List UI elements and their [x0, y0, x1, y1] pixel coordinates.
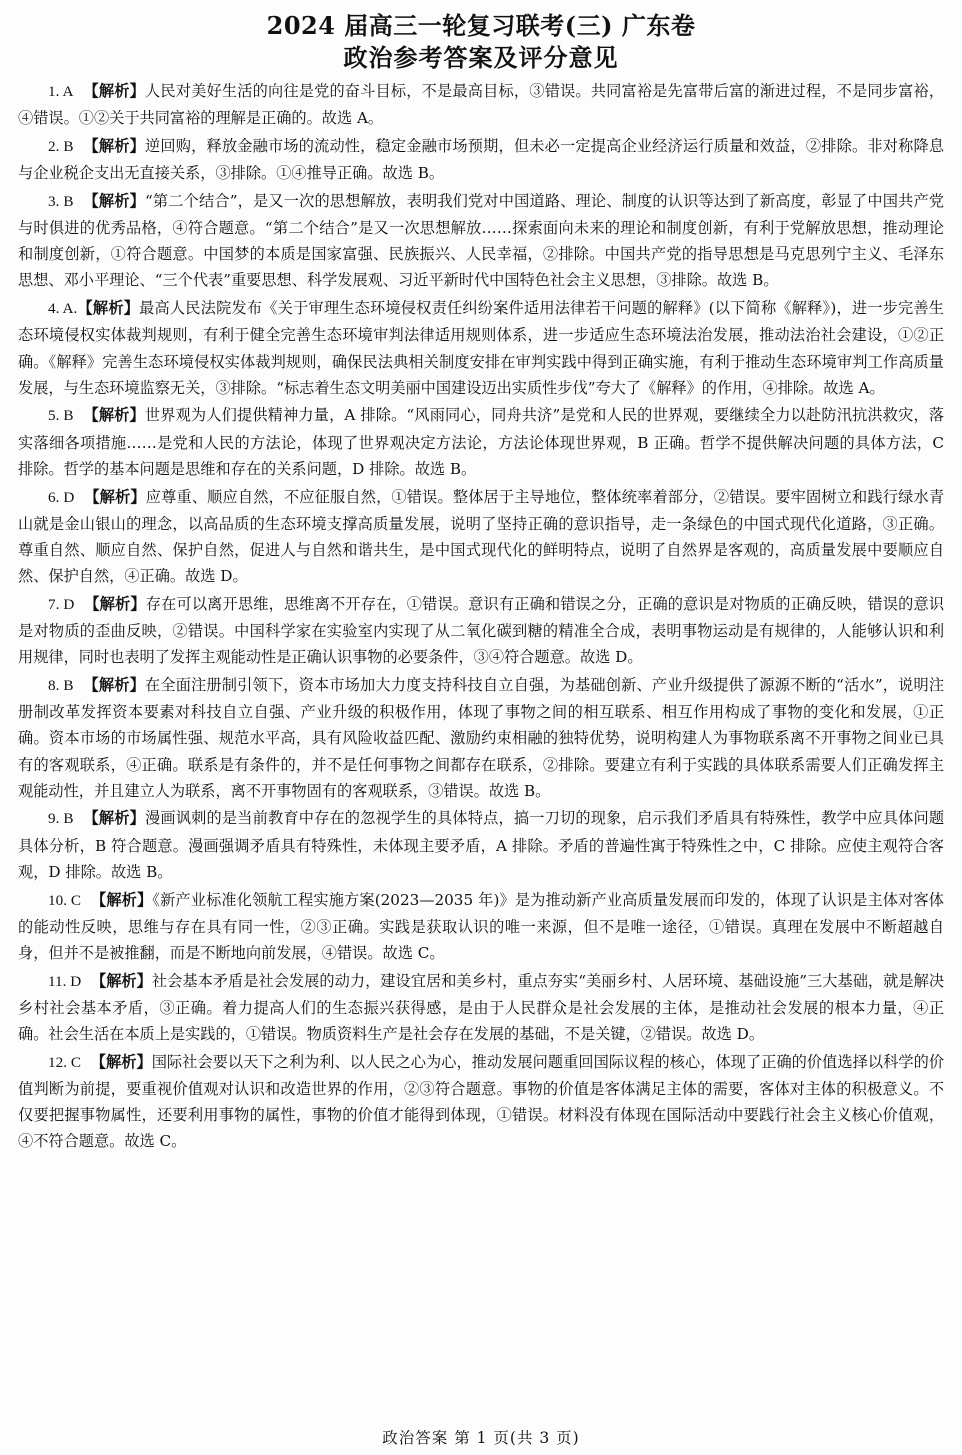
- analysis-tag: 【解析】: [90, 971, 152, 990]
- answer-item: [18, 295, 944, 401]
- answer-number: 10. C: [48, 891, 82, 909]
- answer-text: 世界观为人们提供精神力量，A 排除。“风雨同心，同舟共济”是党和人民的世界观，要继续全力以赴防汛抗洪救灾，落实落细各项措施……是党和人民的方法论，体现了世界观决定方法论，方法论体现世界观，B 正确。哲学不提供解决问题的具体方法，C 排除。哲学的基本问题是思维和存在的关系问题，D 排除。故选 B。: [18, 406, 945, 478]
- answer-number: 4. A.: [48, 300, 78, 318]
- answer-number: 7. D: [48, 595, 75, 613]
- answer-item: [18, 78, 944, 131]
- answer-item: [18, 1049, 944, 1155]
- analysis-tag: 【解析】: [91, 890, 153, 909]
- answer-list: [18, 78, 944, 1155]
- answer-number: 12. C: [48, 1053, 81, 1071]
- analysis-tag: 【解析】: [84, 594, 146, 613]
- answer-item: [18, 188, 944, 294]
- answer-number: 1. A: [48, 83, 74, 100]
- answer-text: 应尊重、顺应自然，不应征服自然，①错误。整体居于主导地位，整体统率着部分，②错误。要牢固树立和践行绿水青山就是金山银山的理念，以高品质的生态环境支撑高质量发展，说明了坚持正确的意识指导，走一条绿色的中国式现代化道路，③正确。尊重自然、顺应自然、保护自然，促进人与自然和谐共生，是中国式现代化的鲜明特点，说明了自然界是客观的，高质量发展中要顺应自然、保护自然，④正确。故选 D。: [18, 487, 945, 586]
- answer-text: 人民对美好生活的向往是党的奋斗目标，不是最高目标，③错误。共同富裕是先富带后富的渐进过程，不是同步富裕，④错误。①②关于共同富裕的理解是正确的。故选 A。: [18, 82, 945, 128]
- answer-item: [18, 591, 944, 671]
- page-footer: 政治答案 第 1 页(共 3 页): [382, 1429, 580, 1447]
- answer-text: 社会基本矛盾是社会发展的动力，建设宜居和美乡村，重点夯实“美丽乡村、人居环境、基础设施”三大基础，就是解决乡村社会基本矛盾，③正确。着力提高人们的生态振兴获得感，是由于人民群众是社会发展的主体，是推动社会发展的根本力量，④正确。社会生活在本质上是实践的，①错误。物质资料生产是社会存在发展的基础，不是关键，②错误。故选 D。: [18, 971, 945, 1044]
- analysis-tag: 【解析】: [90, 1052, 152, 1071]
- answer-text: 在全面注册制引领下，资本市场加大力度支持科技自立自强，为基础创新、产业升级提供了源源不断的“活水”，说明注册制改革发挥资本要素对科技自立自强、产业升级的积极作用，体现了事物之间的相互联系、相互作用构成了事物的变化和发展，①正确。资本市场的市场属性强、规范水平高，具有风险收益匹配、激励约束相融的独特优势，说明构建人为事物联系离不开事物之间业已具有的客观联系，④正确。联系是有条件的，并不是任何事物之间都存在联系，②排除。要建立有利于实践的具体联系需要人们正确发挥主观能动性，并且建立人为联系，离不开事物固有的客观联系，③错误。故选 B。: [18, 675, 945, 800]
- analysis-tag: 【解析】: [83, 675, 145, 694]
- answer-text: 漫画讽刺的是当前教育中存在的忽视学生的具体特点，搞一刀切的现象，启示我们矛盾具有特殊性，教学中应具体问题具体分析，B 符合题意。漫画强调矛盾具有特殊性，未体现主要矛盾，A 排除。矛盾的普遍性寓于特殊性之中，C 排除。应使主观符合客观，D 排除。故选 B。: [18, 809, 945, 881]
- analysis-tag: 【解析】: [84, 487, 146, 506]
- answer-item: [18, 133, 944, 186]
- answer-item: [18, 402, 944, 482]
- answer-text: 《新产业标准化领航工程实施方案(2023—2035 年)》是为推动新产业高质量发展而印发的，体现了认识是主体对客体的能动性反映，思维与存在具有同一性，②③正确。实践是获取认识的唯一来源，但不是唯一途径，①错误。真理在发展中不断超越自身，但并不是被推翻，而是不断地向前发展，④错误。故选 C。: [18, 890, 944, 962]
- answer-number: 9. B: [48, 810, 74, 828]
- answer-item: [18, 672, 944, 804]
- document-title: 2024 届高三一轮复习联考(三) 广东卷: [266, 11, 696, 40]
- answer-number: 11. D: [48, 972, 82, 990]
- answer-number: 3. B: [48, 192, 74, 210]
- answer-text: 存在可以离开思维，思维离不开存在，①错误。意识有正确和错误之分，正确的意识是对物质的正确反映，错误的意识是对物质的歪曲反映，②错误。中国科学家在实验室内实现了从二氧化碳到糖的精准全合成，表明事物运动是有规律的，人能够认识和利用规律，同时也表明了发挥主观能动性是正确认识事物的必要条件，③④符合题意。故选 D。: [18, 594, 945, 667]
- answer-number: 6. D: [48, 488, 75, 506]
- answer-number: 2. B: [48, 137, 74, 155]
- analysis-tag: 【解析】: [77, 299, 140, 318]
- analysis-tag: 【解析】: [83, 809, 146, 828]
- answer-item: [18, 887, 944, 967]
- answer-number: 5. B: [48, 407, 74, 425]
- document-subtitle: 政治参考答案及评分意见: [343, 43, 619, 72]
- answer-number: 8. B: [48, 676, 74, 694]
- answer-text: 逆回购，释放金融市场的流动性，稳定金融市场预期，但未必一定提高企业经济运行质量和效益，②排除。非对称降息与企业税企支出无直接关系，③排除。①④推导正确。故选 B。: [18, 136, 945, 183]
- answer-item: [18, 805, 944, 885]
- answer-text: 国际社会要以天下之利为利、以人民之心为心，推动发展问题重回国际议程的核心，体现了正确的价值选择以科学的价值判断为前提，要重视价值观对认识和改造世界的作用，②③符合题意。事物的价值是客体满足主体的需要，客体对主体的积极意义。不仅要把握事物属性，还要利用事物的属性，事物的价值才能得到体现，①错误。材料没有体现在国际活动中要践行社会主义核心价值观，④不符合题意。故选 C。: [18, 1052, 945, 1151]
- answer-text: “第二个结合”，是又一次的思想解放，表明我们党对中国道路、理论、制度的认识等达到了新高度，彰显了中国共产党与时俱进的优秀品格，④符合题意。“第二个结合”是又一次思想解放……探索面向未来的理论和制度创新，有利于党解放思想，推动理论和制度创新，①符合题意。中国梦的本质是国家富强、民族振兴、人民幸福，②排除。中国共产党的指导思想是马克思列宁主义、毛泽东思想、邓小平理论、“三个代表”重要思想、科学发展观、习近平新时代中国特色社会主义思想，③排除。故选 B。: [18, 191, 945, 290]
- answer-item: [18, 968, 944, 1048]
- answer-text: 最高人民法院发布《关于审理生态环境侵权责任纠纷案件适用法律若干问题的解释》(以下简称《解释》)，进一步完善生态环境侵权实体裁判规则，有利于健全完善生态环境审判法律适用规则体系，进一步适应生态环境法治发展，推动法治社会建设，①②正确。《解释》完善生态环境侵权实体裁判规则，确保民法典相关制度安排在审判实践中得到正确实施，有利于推动生态环境审判工作高质量发展，与生态环境监察无关，③排除。“标志着生态文明美丽中国建设迈出实质性步伐”夸大了《解释》的作用，④排除。故选 A。: [18, 299, 944, 397]
- analysis-tag: 【解析】: [83, 191, 145, 210]
- analysis-tag: 【解析】: [83, 136, 146, 155]
- analysis-tag: 【解析】: [83, 82, 146, 100]
- answer-item: [18, 484, 944, 590]
- analysis-tag: 【解析】: [83, 406, 145, 425]
